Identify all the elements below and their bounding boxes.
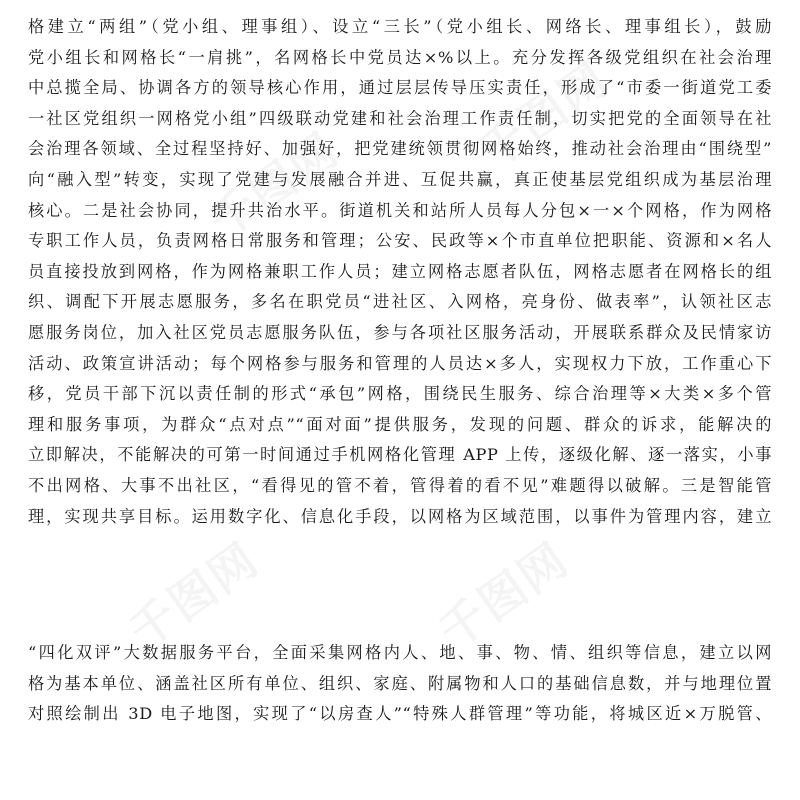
text-line: 不出网格、大事不出社区，“看得见的管不着，管得着的看不见”难题得以破解。三是智能管 — [28, 475, 772, 495]
text-line: 活动、政策宣讲活动；每个网格参与服务和管理的人员达×多人，实现权力下放，工作重心下 — [28, 353, 772, 373]
watermark: 千图网 — [119, 532, 269, 659]
text-line: 一社区党组织一网格党小组”四级联动党建和社会治理工作责任制，切实把党的全面领导在社 — [28, 108, 772, 128]
text-line: 向“融入型”转变，实现了党建与发展融合并进、互促共赢，真正使基层党组织成为基层治理 — [28, 169, 772, 189]
paragraph-1 — [28, 12, 772, 532]
text-line: 织、调配下开展志愿服务，多名在职党员“进社区、入网格，亮身份、做表率”，认领社区志 — [28, 292, 772, 312]
paragraph-2 — [28, 638, 772, 730]
text-line: 党小组长和网格长“一肩挑”，名网格长中党员达×%以上。充分发挥各级党组织在社会治理 — [28, 47, 772, 67]
text-line: 理，实现共享目标。运用数字化、信息化手段，以网格为区域范围，以事件为管理内容，建立 — [28, 506, 772, 526]
text-line: 中总揽全局、协调各方的领导核心作用，通过层层传导压实责任，形成了“市委一街道党工委 — [28, 78, 772, 98]
text-line: 员直接投放到网格，作为网格兼职工作人员；建立网格志愿者队伍，网格志愿者在网格长的组 — [28, 261, 772, 281]
watermark: 千图网 — [199, 122, 349, 249]
text-line: 专职工作人员，负责网格日常服务和管理；公安、民政等×个市直单位把职能、资源和×名人 — [28, 231, 772, 251]
text-line: “四化双评”大数据服务平台，全面采集网格内人、地、事、物、情、组织等信息，建立以网 — [28, 643, 772, 662]
text-line: 核心。二是社会协同，提升共治水平。街道机关和站所人员每人分包×一×个网格，作为网格 — [28, 200, 772, 220]
text-line: 会治理各领域、全过程坚持好、加强好，把党建统领贯彻网格始终，推动社会治理由“围绕型” — [28, 139, 772, 159]
text-line: 格为基本单位、涵盖社区所有单位、组织、家庭、附属物和人口的基础信息数，并与地理位置 — [28, 673, 772, 693]
text-line: 愿服务岗位，加入社区党员志愿服务队伍，参与各项社区服务活动，开展联系群众及民情家访 — [28, 322, 772, 342]
text-line: 立即解决，不能解决的可第一时间通过手机网格化管理 APP 上传，逐级化解、逐一落实，小事 — [28, 445, 772, 465]
watermark: 千图网 — [429, 532, 579, 659]
text-line: 移，党员干部下沉以责任制的形式“承包”网格，围绕民生服务、综合治理等×大类×多个管 — [28, 384, 772, 404]
text-line: 格建立“两组”（党小组、理事组）、设立“三长”（党小组长、网络长、理事组长），鼓励 — [28, 17, 772, 36]
text-line: 理和服务事项，为群众“点对点”“面对面”提供服务，发现的问题、群众的诉求，能解决的 — [28, 414, 772, 434]
text-line: 对照绘制出 3D 电子地图，实现了“以房查人”“特殊人群管理”等功能，将城区近×万脱管、 — [28, 704, 772, 724]
watermark: 千图网 — [469, 52, 619, 179]
